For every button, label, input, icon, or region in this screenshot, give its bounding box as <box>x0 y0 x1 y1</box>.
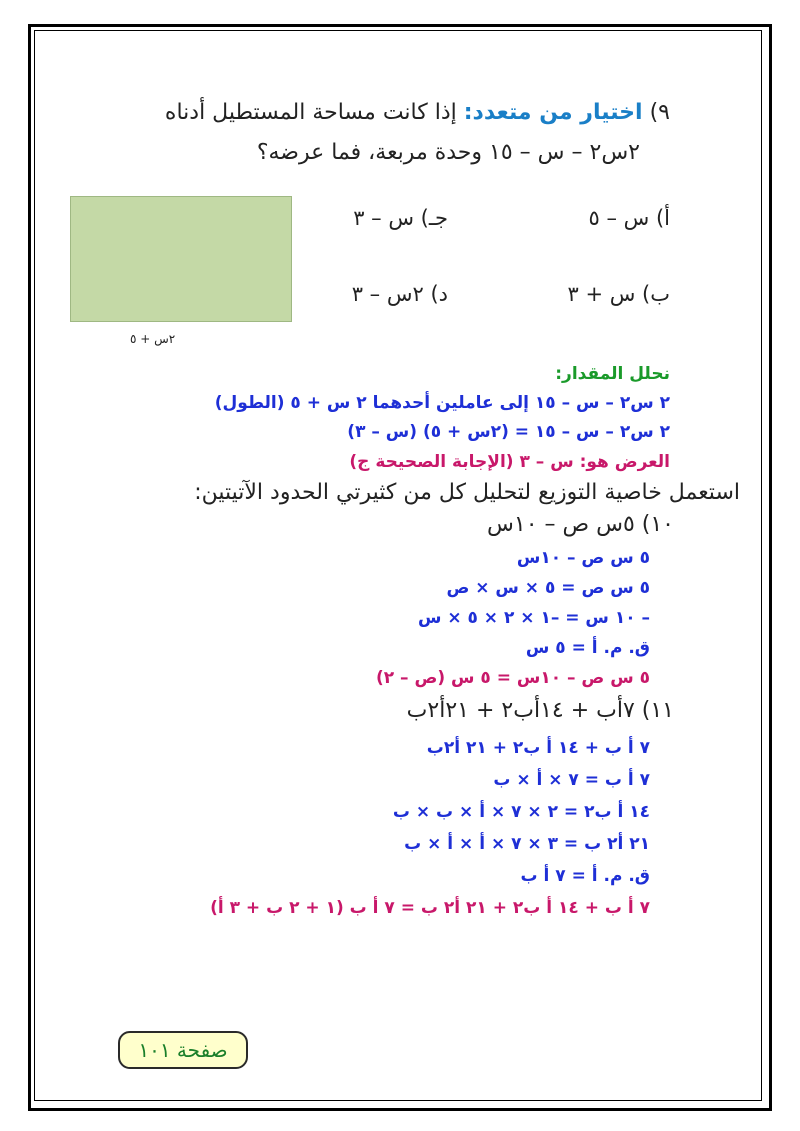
q10-line4: ق. م. أ = ٥ س <box>525 638 650 658</box>
q9-text-line2: ٢س٢ – س – ١٥ وحدة مربعة، فما عرضه؟ <box>256 140 640 165</box>
q11-line3: ١٤ أ ب٢ = ٢ × ٧ × أ × ب × ب <box>392 802 650 822</box>
q9-number: ٩) <box>649 100 670 125</box>
q11-line1: ٧ أ ب + ١٤ أ ب٢ + ٢١ أ٢ب <box>426 738 650 758</box>
q10-line2: ٥ س ص = ٥ × س × ص <box>446 578 650 598</box>
solution9-line1: ٢ س٢ – س – ١٥ إلى عاملين أحدهما ٢ س + ٥ (الطول) <box>214 393 670 413</box>
solution9-line3: العرض هو: س – ٣ (الإجابة الصحيحة ج) <box>349 452 670 472</box>
option-b: ب) س + ٣ <box>567 282 670 306</box>
q11-line4: ٢١ أ٢ ب = ٣ × ٧ × أ × أ × ب <box>404 834 650 854</box>
q9-multiple-choice-label: اختيار من متعدد: <box>463 100 643 125</box>
q11-line5: ق. م. أ = ٧ أ ب <box>520 866 650 886</box>
rectangle-figure <box>70 196 292 322</box>
option-a: أ) س – ٥ <box>588 206 670 230</box>
option-c: جـ) س – ٣ <box>353 206 448 230</box>
q11-line6: ٧ أ ب + ١٤ أ ب٢ + ٢١ أ٢ ب = ٧ أ ب (١ + ٢ ب + ٣ أ) <box>210 898 650 918</box>
solution9-line2: ٢ س٢ – س – ١٥ = (٢س + ٥) (س – ٣) <box>347 422 670 442</box>
page-number-label: صفحة ١٠١ <box>118 1031 248 1069</box>
page-inner-border <box>34 30 762 1101</box>
q9-line1 <box>165 100 670 125</box>
q10-title: ١٠) ٥س ص – ١٠س <box>487 512 674 537</box>
q9-text-line1: إذا كانت مساحة المستطيل أدناه <box>164 100 457 125</box>
q11-title: ١١) ٧أب + ١٤أب٢ + ٢١أ٢ب <box>406 698 674 723</box>
q10-line5: ٥ س ص – ١٠س = ٥ س (ص – ٢) <box>375 668 650 688</box>
rectangle-length-label: ٢س + ٥ <box>130 332 176 346</box>
solution9-heading: نحلل المقدار: <box>555 364 670 384</box>
instruction-text: استعمل خاصية التوزيع لتحليل كل من كثيرتي الحدود الآتيتين: <box>194 480 740 505</box>
q11-line2: ٧ أ ب = ٧ × أ × ب <box>493 770 650 790</box>
option-d: د) ٢س – ٣ <box>351 282 448 306</box>
q10-line1: ٥ س ص – ١٠س <box>516 548 650 568</box>
q10-line3: – ١٠ س = –١ × ٢ × ٥ × س <box>417 608 650 628</box>
